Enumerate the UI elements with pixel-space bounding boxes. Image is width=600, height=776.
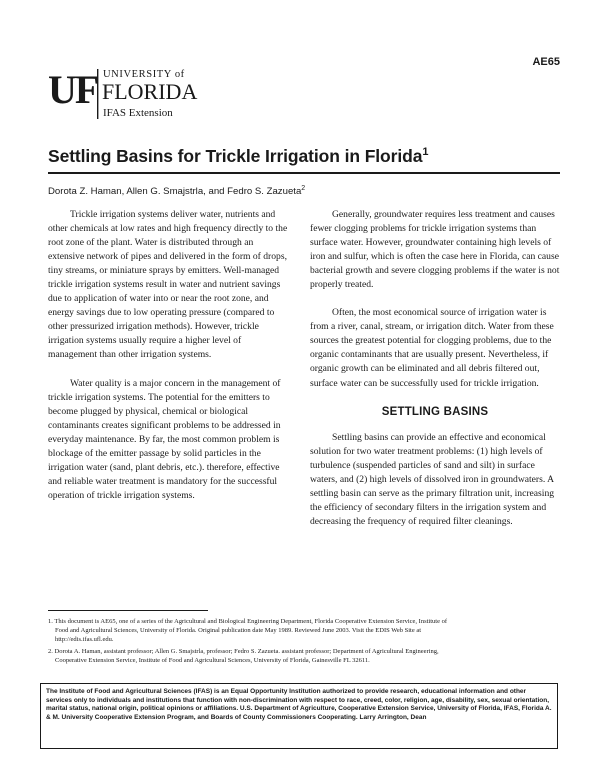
page-title [48,146,560,167]
logo-university-of: UNIVERSITY of [103,69,185,80]
footnotes [48,617,563,668]
authors-footnote-ref: 2 [301,185,306,192]
uf-logo-mark: UF [48,67,98,112]
body-column-right [310,208,560,543]
title-footnote-ref: 1 [422,146,429,158]
paragraph: Often, the most economical source of irrigation water is from a river, canal, stream, or irrigation ditch. Water from these sources the greatest potential for clogging problems, due to the organic contaminants that are usually present. Nevertheless, if organic growth can be eliminated and all debris filtered out, surface water can be successfully used for trickle irrigation. [310,307,554,389]
body-column-left [48,208,288,517]
uf-ifas-logo [48,66,218,124]
title-text: Settling Basins for Trickle Irrigation in Florida [48,146,423,166]
footnote-rule [48,610,208,611]
document-number: AE65 [532,56,560,68]
logo-florida: FLORIDA [102,79,198,104]
paragraph: Trickle irrigation systems deliver water, nutrients and other chemicals at low rates and high frequency directly to the root zone of the plant. Water is distributed through an extensive network of pipes and delivered in the form of drops, tiny streams, or miniature sprays by emitters. Well-managed trickle irrigation systems result in water and nutrient savings due to application of water into or near the root zone, and energy savings due to low operating pressure (compared to other pressurized irrigation methods). However, trickle irrigation systems usually require a higher level of management than other irrigation systems. [48,209,288,361]
equal-opportunity-disclaimer: The Institute of Food and Agricultural Sciences (IFAS) is an Equal Opportunity Institution authorized to provide research, educational information and other services only to individuals and institutions that function with non-discrimination with respect to race, creed, color, religion, age, disability, sex, sexual orientation, marital status, national origin, political opinions or affiliations. U.S. Department of Agriculture, Cooperative Extension Service, University of Florida, IFAS, Florida A. & M. University Cooperative Extension Program, and Boards of County Commissioners Cooperating. Larry Arrington, Dean [40,683,558,749]
title-rule [48,172,560,174]
authors-text: Dorota Z. Haman, Allen G. Smajstrla, and Fedro S. Zazueta [48,186,302,197]
footnote-1: 1. This document is AE65, one of a series of the Agricultural and Biological Engineering Department, Florida Cooperative Extension Service, Institute of Food and Agricultural Sciences, University of Florida. Original publication date May 1989. Reviewed June 2003. Visit the EDIS Web Site at http://edis.ifas.ufl.edu. [48,617,563,644]
footnote-2: 2. Dorota A. Haman, assistant professor; Allen G. Smajstrla, professor; Fedro S. Zazueta. assistant professor; Department of Agricultural Engineering, Cooperative Extension Service, Institute of Food and Agricultural Sciences, University of Florida, Gainesville FL 32611. [48,648,439,665]
logo-divider [97,69,98,119]
author-line [48,185,560,197]
section-heading: SETTLING BASINS [381,405,489,418]
paragraph: Settling basins can provide an effective and economical solution for two water treatment problems: (1) high levels of turbulence (suspended particles of sand and silt) in surface waters, and (2) high levels of dissolved iron in groundwaters. A settling basin can serve as the primary filtration unit, increasing the efficiency of secondary filters in the irrigation system and decreasing the frequency of required filter cleanings. [310,431,555,527]
edis-link[interactable]: http://edis.ifas.ufl.edu. [55,636,114,644]
paragraph: Generally, groundwater requires less treatment and causes fewer clogging problems for trickle irrigation systems than surface water. However, groundwater containing high levels of iron and sulfur, which is often the case here in Florida, can cause bacterial growth and severe clogging problems if the water is not properly treated. [310,209,560,291]
paragraph: Water quality is a major concern in the management of trickle irrigation systems. The potential for the emitters to become plugged by physical, chemical or biological contaminants creates significant problems to be addressed in everyday maintenance. By far, the most common problem is blockage of the emitter passage by solid particles in the irrigation water (sand, plant debris, etc.). therefore, effective and reliable water treatment is mandatory for the successful operation of trickle irrigation systems. [48,377,281,501]
logo-ifas-extension: IFAS Extension [103,107,173,119]
